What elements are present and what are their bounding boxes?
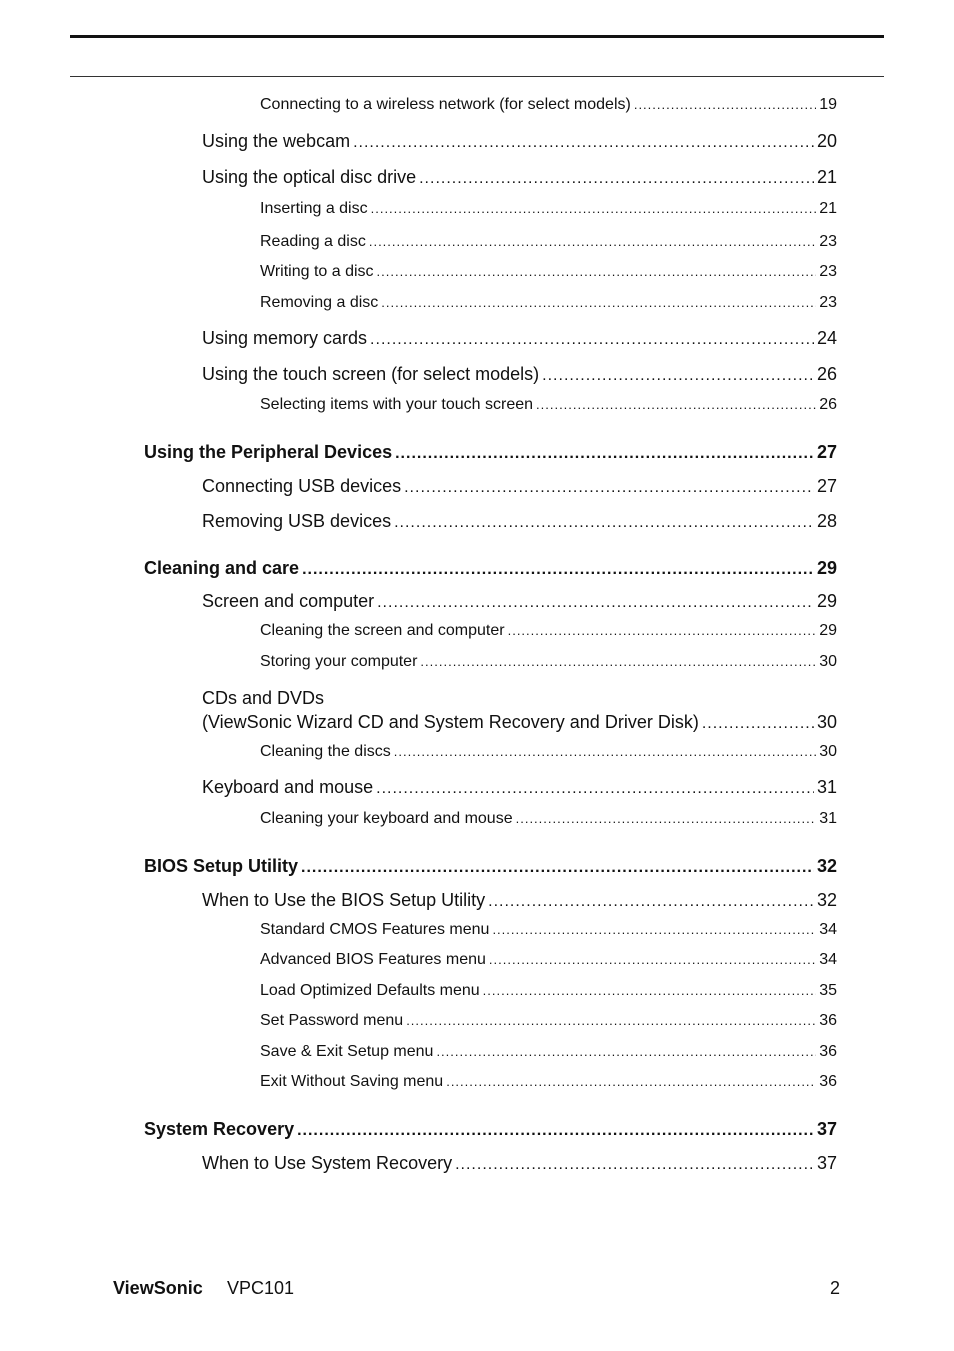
toc-leader-dots xyxy=(488,893,814,911)
toc-entry-page: 35 xyxy=(819,982,837,999)
header-rule-thin xyxy=(70,76,884,77)
toc-leader-dots xyxy=(419,170,814,188)
toc-entry[interactable] xyxy=(260,200,837,218)
header-rule-thick xyxy=(70,35,884,38)
toc-entry-page: 29 xyxy=(816,558,837,578)
toc-entry-page: 29 xyxy=(819,622,837,639)
toc-entry-page: 26 xyxy=(816,364,837,384)
toc-entry-page: 21 xyxy=(816,167,837,187)
toc-entry-page: 30 xyxy=(819,653,837,670)
toc-entry-page: 26 xyxy=(819,396,837,413)
toc-entry-label: Cleaning the discs xyxy=(260,743,391,760)
toc-entry-page: 36 xyxy=(819,1012,837,1029)
toc-leader-dots xyxy=(376,780,814,798)
toc-chapter[interactable] xyxy=(144,1119,837,1140)
toc-entry[interactable] xyxy=(260,263,837,281)
toc-entry-label: Selecting items with your touch screen xyxy=(260,396,534,413)
toc-leader-dots xyxy=(404,479,814,497)
toc-leader-dots xyxy=(377,264,817,279)
toc-entry[interactable] xyxy=(202,890,837,911)
toc-entry[interactable] xyxy=(260,96,837,114)
toc-entry-label: Removing USB devices xyxy=(202,511,392,531)
toc-entry-label: Using the webcam xyxy=(202,131,351,151)
toc-entry-label: Using the Peripheral Devices xyxy=(144,442,393,462)
toc-entry[interactable] xyxy=(202,1153,837,1174)
toc-entry-page: 23 xyxy=(819,263,837,280)
toc-entry[interactable] xyxy=(260,1073,837,1091)
toc-entry-label: Reading a disc xyxy=(260,233,366,250)
toc-leader-dots xyxy=(394,514,814,532)
toc-entry-page: 19 xyxy=(819,96,837,113)
toc-entry-label: Save & Exit Setup menu xyxy=(260,1043,434,1060)
toc-entry-page: 29 xyxy=(816,591,837,611)
toc-entry-page: 27 xyxy=(816,442,837,462)
toc-leader-dots xyxy=(302,561,814,579)
toc-entry[interactable] xyxy=(202,328,837,349)
toc-entry[interactable] xyxy=(260,921,837,939)
footer-page-number: 2 xyxy=(829,1278,840,1298)
toc-leader-dots xyxy=(542,367,814,385)
toc-entry-page: 20 xyxy=(816,131,837,151)
toc-entry-page: 37 xyxy=(816,1119,837,1139)
toc-entry-label: Cleaning the screen and computer xyxy=(260,622,505,639)
toc-entry[interactable] xyxy=(202,712,837,733)
toc-chapter[interactable] xyxy=(144,856,837,877)
toc-entry-label: Standard CMOS Features menu xyxy=(260,921,490,938)
toc-entry-page: 24 xyxy=(816,328,837,348)
toc-leader-dots xyxy=(508,623,817,638)
toc-entry-page: 31 xyxy=(819,810,837,827)
toc-entry[interactable] xyxy=(202,777,837,798)
toc-entry-label: Load Optimized Defaults menu xyxy=(260,982,480,999)
toc-entry-label: When to Use System Recovery xyxy=(202,1153,453,1173)
toc-entry[interactable] xyxy=(202,511,837,532)
toc-entry[interactable] xyxy=(260,810,837,828)
toc-entry-label: Inserting a disc xyxy=(260,200,368,217)
toc-entry[interactable] xyxy=(202,476,837,497)
toc-leader-dots xyxy=(489,952,816,967)
toc-entry-label: Removing a disc xyxy=(260,294,379,311)
toc-entry-page: 36 xyxy=(819,1043,837,1060)
toc-entry-label: BIOS Setup Utility xyxy=(144,856,299,876)
toc-entry-page: 32 xyxy=(816,890,837,910)
toc-leader-dots xyxy=(395,445,814,463)
toc-entry-label: When to Use the BIOS Setup Utility xyxy=(202,890,486,910)
toc-entry[interactable] xyxy=(202,591,837,612)
toc-entry-label: Cleaning your keyboard and mouse xyxy=(260,810,513,827)
toc-entry-page: 30 xyxy=(816,712,837,732)
toc-leader-dots xyxy=(455,1156,814,1174)
toc-leader-dots xyxy=(516,811,817,826)
toc-leader-dots xyxy=(353,134,814,152)
toc-entry-label: Writing to a disc xyxy=(260,263,374,280)
toc-chapter[interactable] xyxy=(144,442,837,463)
toc-leader-dots xyxy=(536,397,816,412)
toc-entry[interactable] xyxy=(202,131,837,152)
toc-leader-dots xyxy=(369,234,816,249)
toc-entry-label: Using the touch screen (for select models) xyxy=(202,364,540,384)
toc-entry-label: Storing your computer xyxy=(260,653,418,670)
toc-entry[interactable] xyxy=(260,982,837,1000)
toc-entry-label: Using memory cards xyxy=(202,328,368,348)
toc-chapter[interactable] xyxy=(144,558,837,579)
toc-entry-label-line[interactable]: CDs and DVDs xyxy=(202,688,325,708)
toc-leader-dots xyxy=(297,1122,814,1140)
toc-entry-label: Keyboard and mouse xyxy=(202,777,374,797)
toc-leader-dots xyxy=(371,201,817,216)
toc-entry[interactable] xyxy=(202,167,837,188)
toc-entry-page: 34 xyxy=(819,951,837,968)
toc-entry-label: Set Password menu xyxy=(260,1012,404,1029)
toc-leader-dots xyxy=(702,715,814,733)
toc-entry[interactable] xyxy=(202,364,837,385)
toc-entry[interactable] xyxy=(260,1043,837,1061)
toc-entry[interactable] xyxy=(260,396,837,414)
toc-entry-page: 30 xyxy=(819,743,837,760)
toc-entry-label: Exit Without Saving menu xyxy=(260,1073,444,1090)
toc-entry-page: 36 xyxy=(819,1073,837,1090)
toc-entry-page: 32 xyxy=(816,856,837,876)
toc-entry[interactable] xyxy=(260,233,837,251)
toc-entry-label: Screen and computer xyxy=(202,591,375,611)
toc-entry-label: (ViewSonic Wizard CD and System Recovery and Driver Disk) xyxy=(202,712,699,732)
toc-entry-page: 31 xyxy=(816,777,837,797)
toc-leader-dots xyxy=(634,97,816,112)
toc-leader-dots xyxy=(483,983,817,998)
toc-entry-label: System Recovery xyxy=(144,1119,295,1139)
toc-entry[interactable] xyxy=(260,743,837,761)
toc-entry-page: 21 xyxy=(819,200,837,217)
toc-entry[interactable] xyxy=(260,951,837,969)
footer-model: VPC101 xyxy=(227,1278,295,1298)
toc-leader-dots xyxy=(406,1013,816,1028)
footer-brand: ViewSonic xyxy=(113,1278,203,1298)
toc-entry[interactable] xyxy=(260,653,837,671)
toc-leader-dots xyxy=(370,331,814,349)
toc-entry-label: Connecting USB devices xyxy=(202,476,402,496)
toc-leader-dots xyxy=(377,594,814,612)
toc-entry-label: Using the optical disc drive xyxy=(202,167,417,187)
toc-entry[interactable] xyxy=(260,1012,837,1030)
toc-leader-dots xyxy=(420,654,816,669)
toc-leader-dots xyxy=(436,1044,816,1059)
toc-entry-page: 23 xyxy=(819,294,837,311)
toc-entry[interactable] xyxy=(260,294,837,312)
toc-entry-page: 28 xyxy=(816,511,837,531)
toc-entry-label: Cleaning and care xyxy=(144,558,300,578)
toc-entry-label: Connecting to a wireless network (for select models) xyxy=(260,96,631,113)
toc-entry-page: 23 xyxy=(819,233,837,250)
toc-entry-page: 37 xyxy=(816,1153,837,1173)
toc-leader-dots xyxy=(394,744,816,759)
toc-entry-label: Advanced BIOS Features menu xyxy=(260,951,486,968)
toc-entry-page: 27 xyxy=(816,476,837,496)
toc-leader-dots xyxy=(446,1074,816,1089)
toc-leader-dots xyxy=(301,859,814,877)
toc-entry[interactable] xyxy=(260,622,837,640)
toc-entry-page: 34 xyxy=(819,921,837,938)
toc-leader-dots xyxy=(381,295,816,310)
toc-leader-dots xyxy=(492,922,816,937)
